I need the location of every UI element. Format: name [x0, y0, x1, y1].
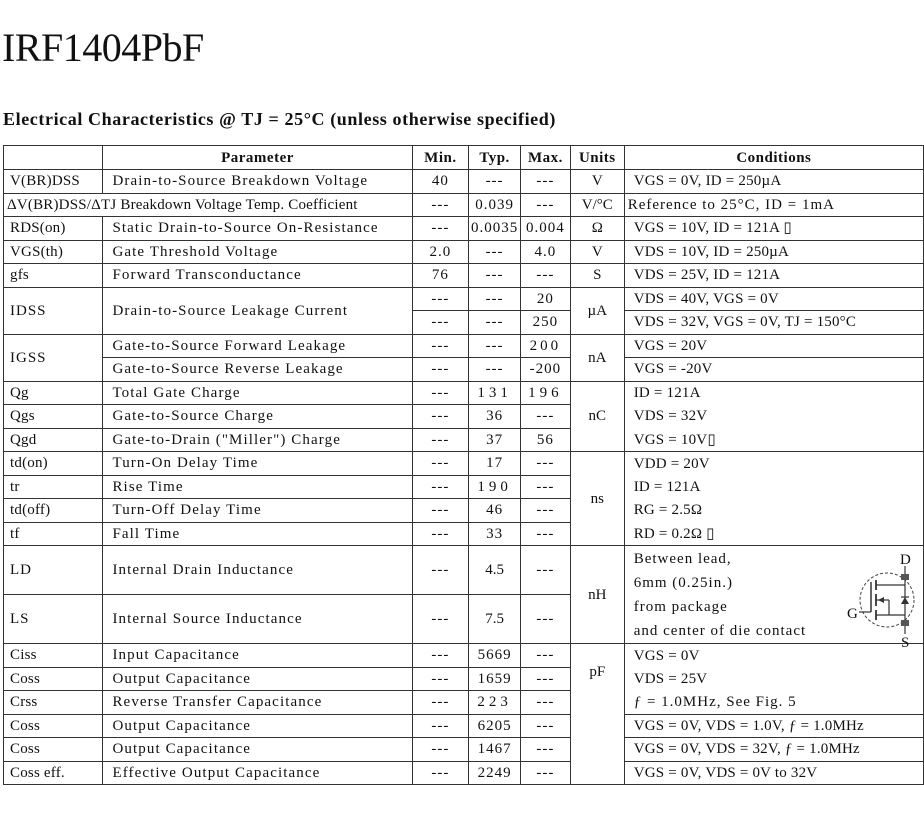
symbol-cell: Ciss: [4, 644, 103, 668]
min-cell: ---: [412, 714, 469, 738]
table-row: [4, 358, 924, 382]
table-row: [4, 334, 924, 358]
symbol-cell: Coss: [4, 667, 103, 691]
parameter-cell: Static Drain-to-Source On-Resistance: [103, 217, 412, 241]
min-cell: 2.0: [412, 240, 469, 264]
symbol-cell: LS: [4, 595, 103, 644]
typ-cell: ---: [469, 334, 521, 358]
max-cell: ---: [520, 193, 570, 217]
units-cell: nC: [570, 381, 624, 452]
parameter-cell: Gate-to-Drain ("Miller") Charge: [103, 428, 412, 452]
source-label: S: [901, 635, 911, 648]
typ-cell: ---: [469, 287, 521, 311]
symbol-cell: IGSS: [4, 334, 103, 381]
table-row: [4, 738, 924, 762]
header-units: Units: [570, 146, 624, 170]
symbol-cell: VGS(th): [4, 240, 103, 264]
symbol-parameter-cell: [4, 193, 413, 217]
typ-cell: 37: [469, 428, 521, 452]
max-cell: ---: [520, 452, 570, 476]
parameter-cell: Output Capacitance: [103, 738, 412, 762]
typ-cell: 17: [469, 452, 521, 476]
typ-cell: 4.5: [469, 546, 521, 595]
parameter-cell: Total Gate Charge: [103, 381, 412, 405]
condition-line: and center of die contact: [633, 623, 807, 639]
typ-cell: 6205: [469, 714, 521, 738]
typ-cell: 5669: [469, 644, 521, 668]
typ-cell: 2249: [469, 761, 521, 785]
condition-line: from package: [633, 599, 728, 615]
symbol-cell: V(BR)DSS: [4, 170, 103, 194]
parameter-cell: Output Capacitance: [103, 667, 412, 691]
min-cell: ---: [412, 311, 469, 335]
symbol-cell: td(on): [4, 452, 103, 476]
condition-line: 6mm (0.25in.): [633, 575, 733, 591]
typ-cell: 36: [469, 405, 521, 429]
parameter-cell: Fall Time: [103, 522, 412, 546]
min-cell: ---: [412, 452, 469, 476]
conditions-cell: VGS = 0V, VDS = 0V to 32V: [624, 761, 923, 785]
max-cell: ---: [520, 667, 570, 691]
symbol-cell: IDSS: [4, 287, 103, 334]
header-conditions: Conditions: [624, 146, 923, 170]
max-cell: 56: [520, 428, 570, 452]
min-cell: ---: [412, 217, 469, 241]
table-row: [4, 475, 924, 499]
min-cell: ---: [412, 595, 469, 644]
parameter-text: Breakdown Voltage Temp. Coefficient: [120, 196, 358, 213]
typ-cell: 190: [469, 475, 521, 499]
units-cell: V: [570, 170, 624, 194]
max-cell: ---: [520, 738, 570, 762]
units-cell: S: [570, 264, 624, 288]
min-cell: ---: [412, 287, 469, 311]
conditions-cell: VDD = 20V: [624, 452, 923, 476]
max-cell: 250: [520, 311, 570, 335]
typ-cell: 7.5: [469, 595, 521, 644]
units-cell: V/°C: [570, 193, 624, 217]
symbol-cell: tr: [4, 475, 103, 499]
conditions-cell: VGS = 10V, ID = 121A ▯: [624, 217, 923, 241]
table-row: [4, 193, 924, 217]
symbol-cell: tf: [4, 522, 103, 546]
conditions-cell: VGS = 0V, VDS = 32V, ƒ = 1.0MHz: [624, 738, 923, 762]
symbol-cell: RDS(on): [4, 217, 103, 241]
min-cell: ---: [412, 761, 469, 785]
symbol-cell: td(off): [4, 499, 103, 523]
table-row: [4, 428, 924, 452]
symbol-cell: LD: [4, 546, 103, 595]
max-cell: ---: [520, 691, 570, 715]
conditions-cell: ID = 121A: [624, 475, 923, 499]
max-cell: -200: [520, 358, 570, 382]
parameter-cell: Forward Transconductance: [103, 264, 412, 288]
conditions-cell: VDS = 40V, VGS = 0V: [624, 287, 923, 311]
units-cell: nA: [570, 334, 624, 381]
typ-cell: ---: [469, 170, 521, 194]
table-row: [4, 264, 924, 288]
parameter-cell: Drain-to-Source Leakage Current: [103, 287, 412, 334]
min-cell: ---: [412, 546, 469, 595]
parameter-cell: Input Capacitance: [103, 644, 412, 668]
header-typ: Typ.: [469, 146, 521, 170]
table-row: [4, 170, 924, 194]
max-cell: ---: [520, 546, 570, 595]
table-row: [4, 761, 924, 785]
symbol-cell: Qgs: [4, 405, 103, 429]
units-cell: Ω: [570, 217, 624, 241]
parameter-cell: Rise Time: [103, 475, 412, 499]
table-row: [4, 667, 924, 691]
symbol-text: ΔV(BR)DSS/ΔTJ: [7, 196, 117, 213]
typ-cell: 1659: [469, 667, 521, 691]
symbol-cell: Coss eff.: [4, 761, 103, 785]
conditions-cell: VDS = 25V: [624, 667, 923, 691]
min-cell: ---: [412, 193, 469, 217]
max-cell: 20: [520, 287, 570, 311]
parameter-cell: Gate-to-Source Reverse Leakage: [103, 358, 412, 382]
table-row: [4, 644, 924, 668]
header-row: [4, 146, 924, 170]
table-row: [4, 217, 924, 241]
min-cell: ---: [412, 667, 469, 691]
typ-cell: 46: [469, 499, 521, 523]
parameter-cell: Gate-to-Source Forward Leakage: [103, 334, 412, 358]
min-cell: ---: [412, 358, 469, 382]
max-cell: ---: [520, 475, 570, 499]
condition-line: Between lead,: [633, 551, 732, 567]
conditions-cell: RG = 2.5Ω: [624, 499, 923, 523]
typ-cell: 223: [469, 691, 521, 715]
mosfet-symbol-icon: [847, 552, 919, 648]
table-row: [4, 452, 924, 476]
typ-cell: ---: [469, 311, 521, 335]
max-cell: 196: [520, 381, 570, 405]
table-row: [4, 522, 924, 546]
table-row: [4, 714, 924, 738]
drain-label: D: [900, 552, 912, 568]
max-cell: ---: [520, 405, 570, 429]
parameter-cell: Reverse Transfer Capacitance: [103, 691, 412, 715]
section-heading: Electrical Characteristics @ TJ = 25°C (unless otherwise specified): [3, 109, 556, 129]
max-cell: ---: [520, 499, 570, 523]
min-cell: ---: [412, 738, 469, 762]
typ-cell: 131: [469, 381, 521, 405]
conditions-cell: Reference to 25°C, ID = 1mA: [624, 193, 923, 217]
min-cell: ---: [412, 405, 469, 429]
max-cell: ---: [520, 522, 570, 546]
electrical-characteristics-table: [3, 145, 924, 785]
conditions-cell: VGS = 20V: [624, 334, 923, 358]
symbol-cell: Coss: [4, 714, 103, 738]
conditions-cell: VGS = 10V▯: [624, 428, 923, 452]
units-cell: pF: [570, 644, 624, 785]
header-parameter: Parameter: [103, 146, 412, 170]
max-cell: ---: [520, 714, 570, 738]
conditions-cell: VDS = 25V, ID = 121A: [624, 264, 923, 288]
units-cell: nH: [570, 546, 624, 644]
table-row: [4, 405, 924, 429]
parameter-cell: Turn-On Delay Time: [103, 452, 412, 476]
table-row: [4, 499, 924, 523]
symbol-cell: Crss: [4, 691, 103, 715]
symbol-cell: gfs: [4, 264, 103, 288]
parameter-cell: Internal Drain Inductance: [103, 546, 412, 595]
symbol-cell: Coss: [4, 738, 103, 762]
typ-cell: ---: [469, 240, 521, 264]
parameter-cell: Drain-to-Source Breakdown Voltage: [103, 170, 412, 194]
max-cell: 0.004: [520, 217, 570, 241]
typ-cell: 0.039: [469, 193, 521, 217]
table-row: [4, 381, 924, 405]
max-cell: ---: [520, 644, 570, 668]
conditions-cell: RD = 0.2Ω ▯: [624, 522, 923, 546]
min-cell: 76: [412, 264, 469, 288]
min-cell: ---: [412, 381, 469, 405]
header-symbol: [4, 146, 103, 170]
max-cell: ---: [520, 264, 570, 288]
max-cell: ---: [520, 761, 570, 785]
parameter-cell: Effective Output Capacitance: [103, 761, 412, 785]
min-cell: ---: [412, 691, 469, 715]
units-cell: V: [570, 240, 624, 264]
table-row: [4, 240, 924, 264]
parameter-cell: Internal Source Inductance: [103, 595, 412, 644]
typ-cell: ---: [469, 358, 521, 382]
conditions-cell: VDS = 32V, VGS = 0V, TJ = 150°C: [624, 311, 923, 335]
min-cell: ---: [412, 499, 469, 523]
table-row: [4, 287, 924, 311]
part-number-title: IRF1404PbF: [2, 25, 204, 70]
symbol-cell: Qg: [4, 381, 103, 405]
table-row: [4, 691, 924, 715]
typ-cell: 1467: [469, 738, 521, 762]
min-cell: ---: [412, 334, 469, 358]
max-cell: 200: [520, 334, 570, 358]
units-cell: µA: [570, 287, 624, 334]
max-cell: ---: [520, 595, 570, 644]
typ-cell: 0.0035: [469, 217, 521, 241]
min-cell: ---: [412, 644, 469, 668]
conditions-cell: ƒ = 1.0MHz, See Fig. 5: [624, 691, 923, 715]
typ-cell: ---: [469, 264, 521, 288]
parameter-cell: Turn-Off Delay Time: [103, 499, 412, 523]
min-cell: 40: [412, 170, 469, 194]
min-cell: ---: [412, 475, 469, 499]
symbol-cell: Qgd: [4, 428, 103, 452]
conditions-cell: VGS = -20V: [624, 358, 923, 382]
inductance-conditions-cell: [624, 546, 923, 648]
gate-label: G: [847, 606, 859, 622]
conditions-cell: VDS = 32V: [624, 405, 923, 429]
max-cell: 4.0: [520, 240, 570, 264]
header-max: Max.: [520, 146, 570, 170]
conditions-cell: VGS = 0V, VDS = 1.0V, ƒ = 1.0MHz: [624, 714, 923, 738]
min-cell: ---: [412, 522, 469, 546]
units-cell: ns: [570, 452, 624, 546]
typ-cell: 33: [469, 522, 521, 546]
parameter-cell: Gate Threshold Voltage: [103, 240, 412, 264]
conditions-cell: VDS = 10V, ID = 250µA: [624, 240, 923, 264]
conditions-cell: ID = 121A: [624, 381, 923, 405]
parameter-cell: Output Capacitance: [103, 714, 412, 738]
table-row: [4, 546, 924, 595]
header-min: Min.: [412, 146, 469, 170]
conditions-cell: VGS = 0V: [624, 644, 923, 668]
min-cell: ---: [412, 428, 469, 452]
conditions-cell: VGS = 0V, ID = 250µA: [624, 170, 923, 194]
max-cell: ---: [520, 170, 570, 194]
parameter-cell: Gate-to-Source Charge: [103, 405, 412, 429]
